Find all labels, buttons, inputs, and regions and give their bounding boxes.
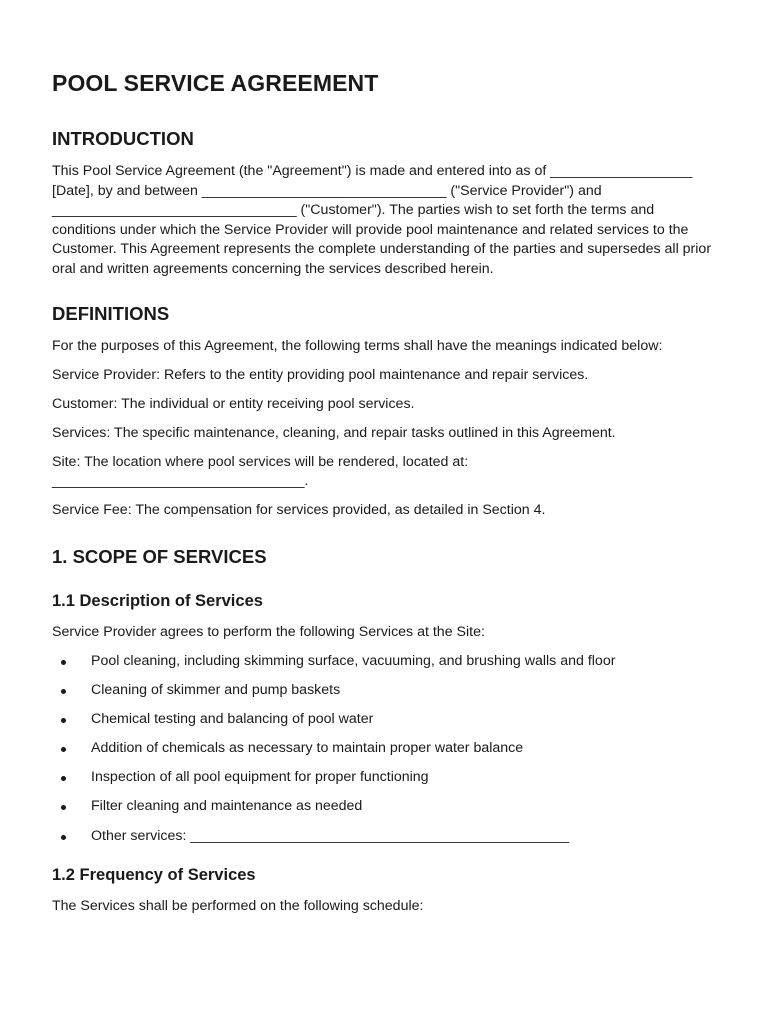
frequency-intro: The Services shall be performed on the following schedule: bbox=[52, 898, 424, 915]
introduction-paragraph: This Pool Service Agreement (the "Agreement") is made and entered into as of __________________ [Date], by and between _______________________________ ("Service Provider") and _______________________________ ("Customer"). The parties wish to set forth the terms and conditions under which the Service Provider will provide pool maintenance and related services to the Customer. This Agreement represents the complete understanding of the parties and supersedes all prior oral and written agreements concerning the services described herein. bbox=[52, 163, 712, 277]
list-item bbox=[52, 827, 718, 847]
definition-site: Site: The location where pool services will be rendered, located at: ________________________________. bbox=[52, 453, 469, 489]
list-item-text: Cleaning of skimmer and pump baskets bbox=[91, 681, 341, 698]
definition-service-provider: Service Provider: Refers to the entity providing pool maintenance and repair services. bbox=[52, 366, 589, 383]
list-item bbox=[52, 681, 718, 701]
list-item-text: Filter cleaning and maintenance as needed bbox=[91, 798, 363, 815]
document-title: POOL SERVICE AGREEMENT bbox=[52, 70, 379, 96]
definition-customer: Customer: The individual or entity receiving pool services. bbox=[52, 395, 415, 412]
list-item-text: Chemical testing and balancing of pool water bbox=[91, 710, 374, 727]
bullet-icon bbox=[61, 747, 66, 752]
definitions-heading: DEFINITIONS bbox=[52, 303, 170, 324]
list-item bbox=[52, 768, 718, 788]
introduction-heading: INTRODUCTION bbox=[52, 128, 194, 149]
services-list bbox=[52, 652, 718, 847]
list-item bbox=[52, 797, 718, 817]
frequency-of-services-heading: 1.2 Frequency of Services bbox=[52, 866, 256, 885]
bullet-icon bbox=[61, 805, 66, 810]
bullet-icon bbox=[61, 718, 66, 723]
definition-services: Services: The specific maintenance, cleaning, and repair tasks outlined in this Agreement. bbox=[52, 424, 616, 441]
list-item bbox=[52, 652, 718, 672]
bullet-icon bbox=[61, 660, 66, 665]
description-of-services-heading: 1.1 Description of Services bbox=[52, 591, 263, 610]
definitions-intro: For the purposes of this Agreement, the following terms shall have the meanings indicated below: bbox=[52, 338, 663, 354]
list-item-text: Inspection of all pool equipment for proper functioning bbox=[91, 769, 429, 786]
bullet-icon bbox=[61, 835, 66, 840]
list-item-text: Pool cleaning, including skimming surface, vacuuming, and brushing walls and floor bbox=[91, 652, 616, 669]
bullet-icon bbox=[61, 689, 66, 694]
definition-service-fee: Service Fee: The compensation for services provided, as detailed in Section 4. bbox=[52, 502, 546, 518]
list-item bbox=[52, 739, 718, 759]
list-item-text: Other services: ________________________________________________ bbox=[91, 827, 570, 844]
bullet-icon bbox=[61, 776, 66, 781]
list-item bbox=[52, 710, 718, 730]
services-intro: Service Provider agrees to perform the following Services at the Site: bbox=[52, 623, 485, 640]
list-item-text: Addition of chemicals as necessary to maintain proper water balance bbox=[91, 740, 524, 757]
scope-heading: 1. SCOPE OF SERVICES bbox=[52, 545, 267, 567]
